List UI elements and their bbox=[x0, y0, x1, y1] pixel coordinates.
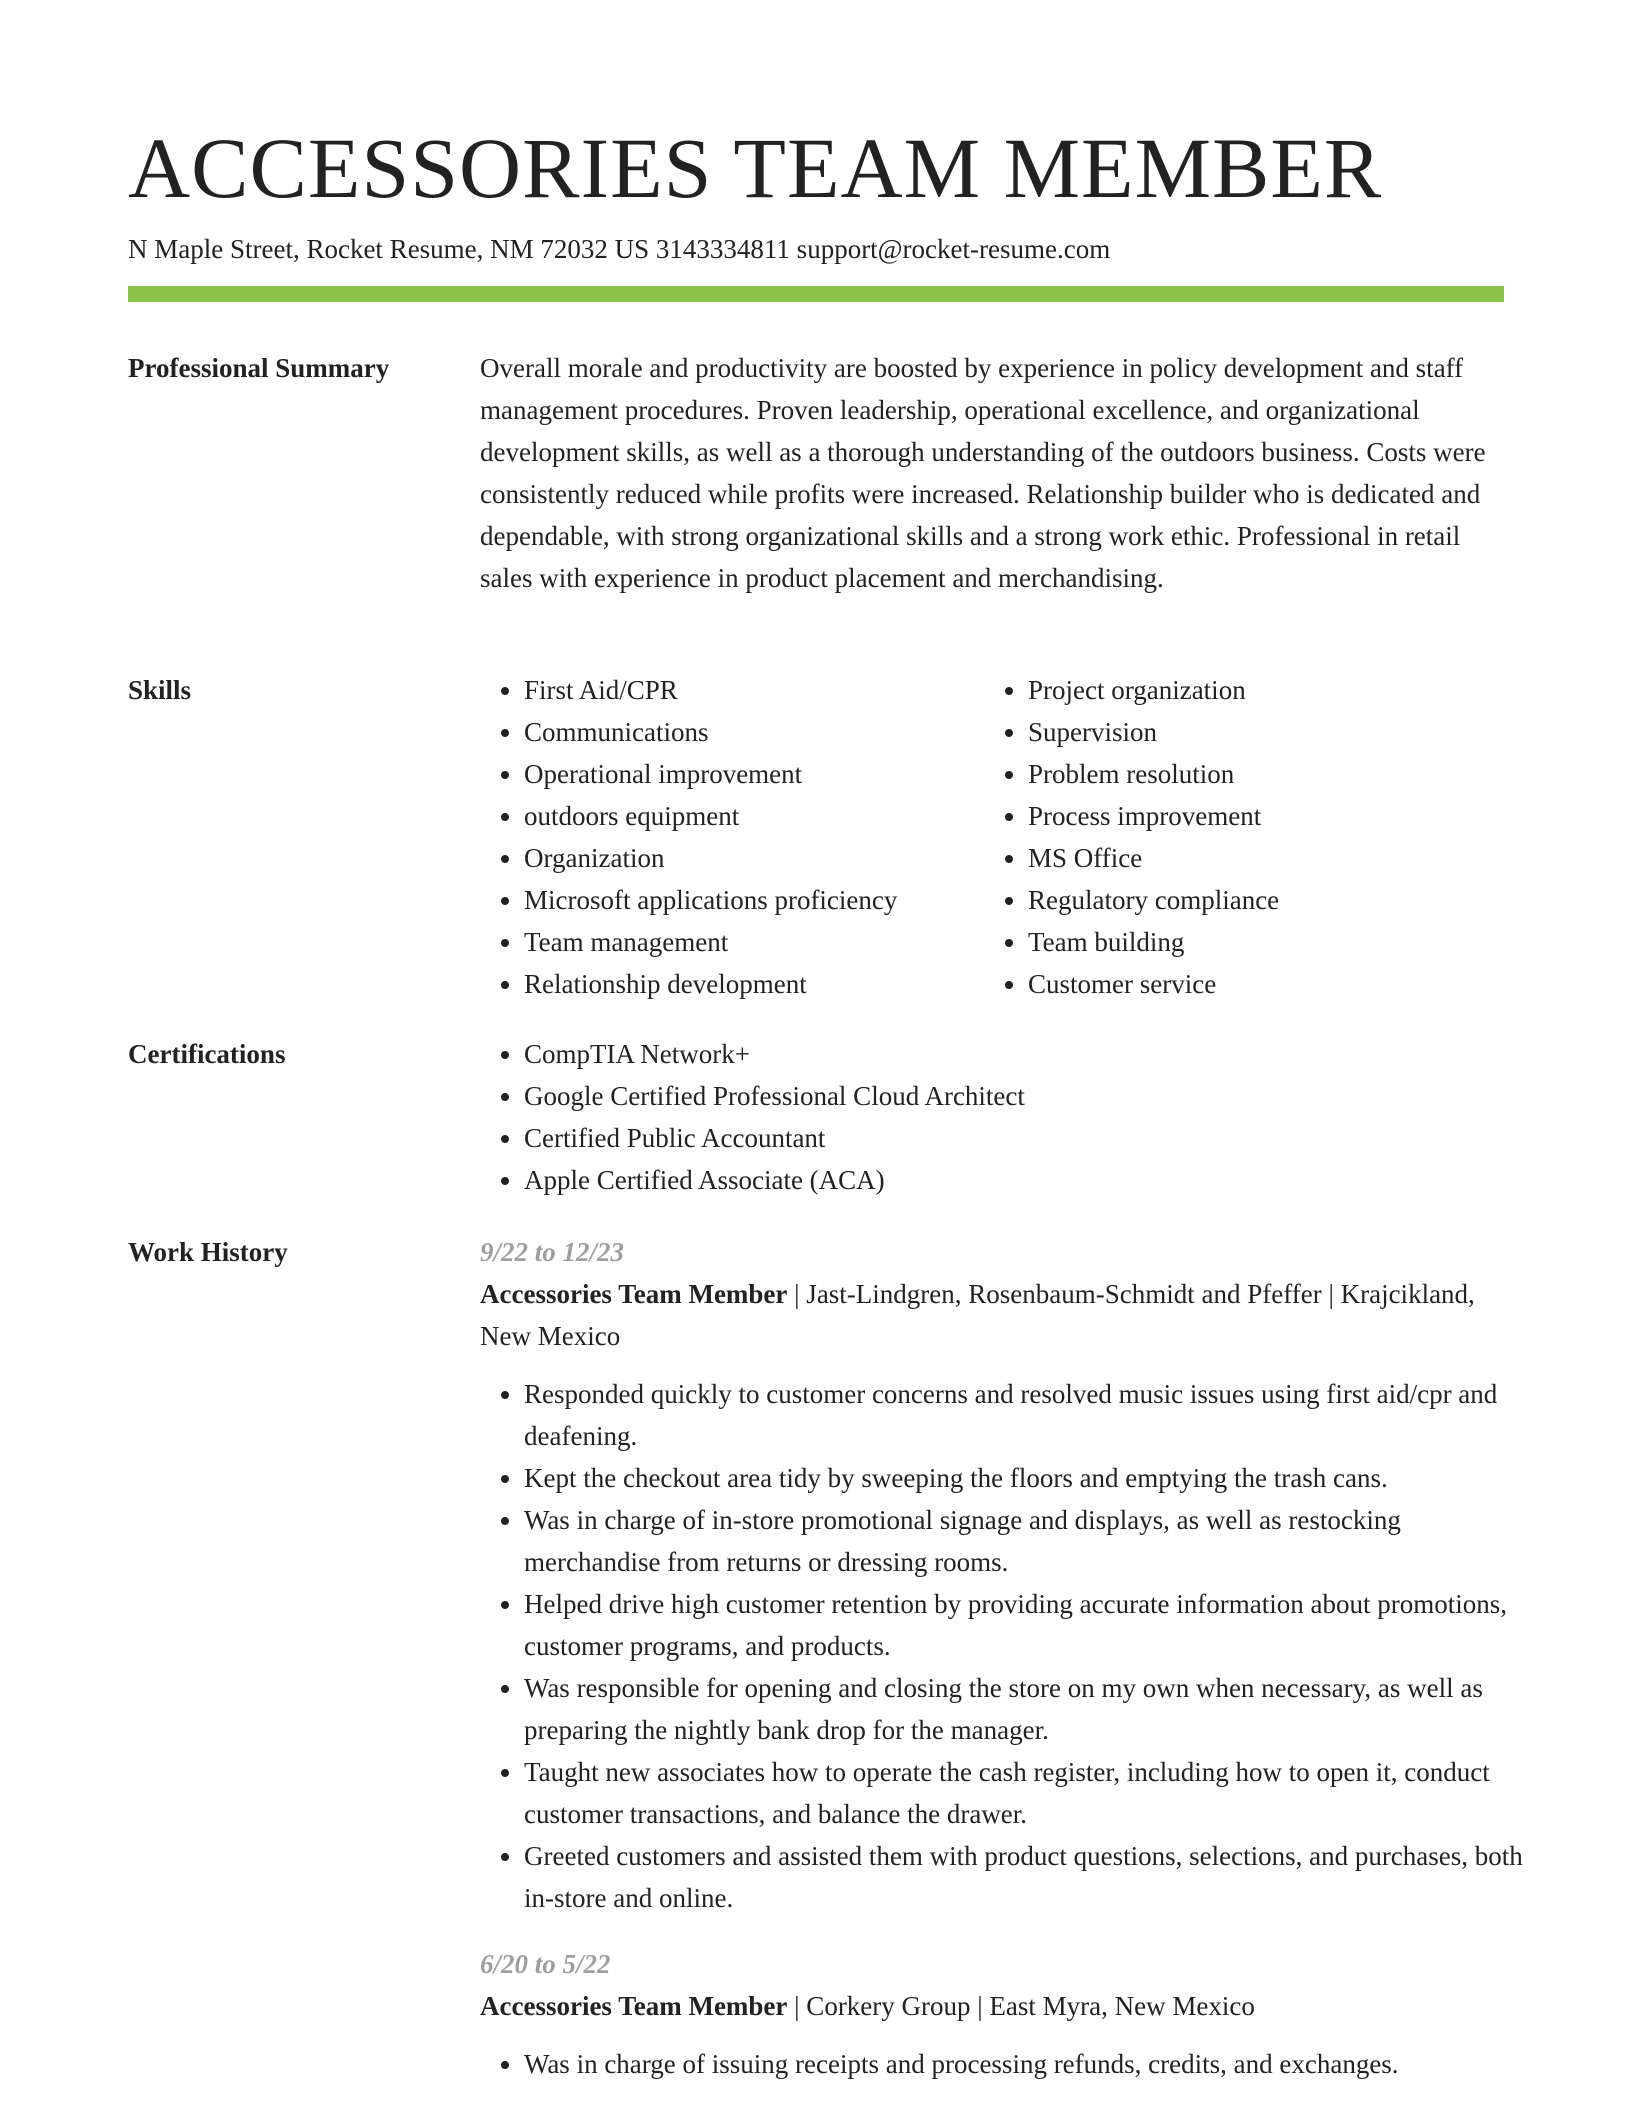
job-employer-location: | Corkery Group | East Myra, New Mexico bbox=[787, 1991, 1255, 2021]
skill-item: • Communications bbox=[524, 711, 984, 753]
job-employer-location: | Jast-Lindgren, Rosenbaum-Schmidt and Pfeffer | Krajcikland, New Mexico bbox=[480, 1279, 1475, 1351]
job-bullet: • Was responsible for opening and closing the store on my own when necessary, as well as preparing the nightly bank drop for the manager. bbox=[524, 1667, 1544, 1751]
job-bullets bbox=[480, 2043, 1544, 2085]
certification-item: • Google Certified Professional Cloud Architect bbox=[524, 1075, 1612, 1117]
job-bullet: • Greeted customers and assisted them with product questions, selections, and purchases, both in-store and online. bbox=[524, 1835, 1544, 1919]
job-title: Accessories Team Member bbox=[480, 1991, 788, 2021]
skills-list-right bbox=[984, 669, 1488, 1005]
resume-title: ACCESSORIES TEAM MEMBER bbox=[128, 120, 1383, 216]
work-history-heading: Work History bbox=[128, 1237, 288, 1267]
job-header bbox=[480, 1273, 1500, 1357]
job-bullets bbox=[480, 1373, 1544, 1919]
job-entry bbox=[480, 1943, 1612, 2085]
skill-item: • Team building bbox=[1028, 921, 1488, 963]
skill-item: • MS Office bbox=[1028, 837, 1488, 879]
certification-item: • CompTIA Network+ bbox=[524, 1033, 1612, 1075]
job-bullet: • Was in charge of issuing receipts and processing refunds, credits, and exchanges. bbox=[524, 2043, 1544, 2085]
skill-item: • outdoors equipment bbox=[524, 795, 984, 837]
skill-item: • Organization bbox=[524, 837, 984, 879]
skill-item: • Problem resolution bbox=[1028, 753, 1488, 795]
skill-item: • Supervision bbox=[1028, 711, 1488, 753]
skills-heading: Skills bbox=[128, 675, 192, 705]
skills-list-left bbox=[480, 669, 984, 1005]
skill-item: • Relationship development bbox=[524, 963, 984, 1005]
job-bullet: • Was in charge of in-store promotional signage and displays, as well as restocking merchandise from returns or dressing rooms. bbox=[524, 1499, 1544, 1583]
job-entry bbox=[480, 1231, 1612, 1919]
certifications-heading: Certifications bbox=[128, 1039, 286, 1069]
skill-item: • Operational improvement bbox=[524, 753, 984, 795]
skill-item: • Customer service bbox=[1028, 963, 1488, 1005]
skill-item: • Process improvement bbox=[1028, 795, 1488, 837]
certification-item: • Apple Certified Associate (ACA) bbox=[524, 1159, 1612, 1201]
job-bullet: • Taught new associates how to operate the cash register, including how to open it, conduct customer transactions, and balance the drawer. bbox=[524, 1751, 1544, 1835]
job-bullet: • Helped drive high customer retention by providing accurate information about promotions, customer programs, and products. bbox=[524, 1583, 1544, 1667]
skill-item: • Regulatory compliance bbox=[1028, 879, 1488, 921]
job-bullet: • Responded quickly to customer concerns and resolved music issues using first aid/cpr and deafening. bbox=[524, 1373, 1544, 1457]
certifications-list bbox=[480, 1033, 1612, 1201]
skill-item: • First Aid/CPR bbox=[524, 669, 984, 711]
job-dates: 9/22 to 12/23 bbox=[480, 1237, 625, 1267]
skill-item: • Project organization bbox=[1028, 669, 1488, 711]
contact-line: N Maple Street, Rocket Resume, NM 72032 US 3143334811 support@rocket-resume.com bbox=[128, 234, 1111, 264]
skill-item: • Microsoft applications proficiency bbox=[524, 879, 984, 921]
skill-item: • Team management bbox=[524, 921, 984, 963]
certification-item: • Certified Public Accountant bbox=[524, 1117, 1612, 1159]
summary-text: Overall morale and productivity are boosted by experience in policy development and staff management procedures. Proven leadership, operational excellence, and organizational development skills, as well as a thorough understanding of the outdoors business. Costs were consistently reduced while profits were increased. Relationship builder who is dedicated and dependable, with strong organizational skills and a strong work ethic. Professional in retail sales with experience in product placement and merchandising. bbox=[480, 353, 1486, 593]
job-bullet: • Kept the checkout area tidy by sweeping the floors and emptying the trash cans. bbox=[524, 1457, 1544, 1499]
job-title: Accessories Team Member bbox=[480, 1279, 788, 1309]
job-header bbox=[480, 1985, 1500, 2027]
summary-heading: Professional Summary bbox=[128, 353, 390, 383]
accent-divider bbox=[128, 286, 1504, 302]
job-dates: 6/20 to 5/22 bbox=[480, 1949, 611, 1979]
